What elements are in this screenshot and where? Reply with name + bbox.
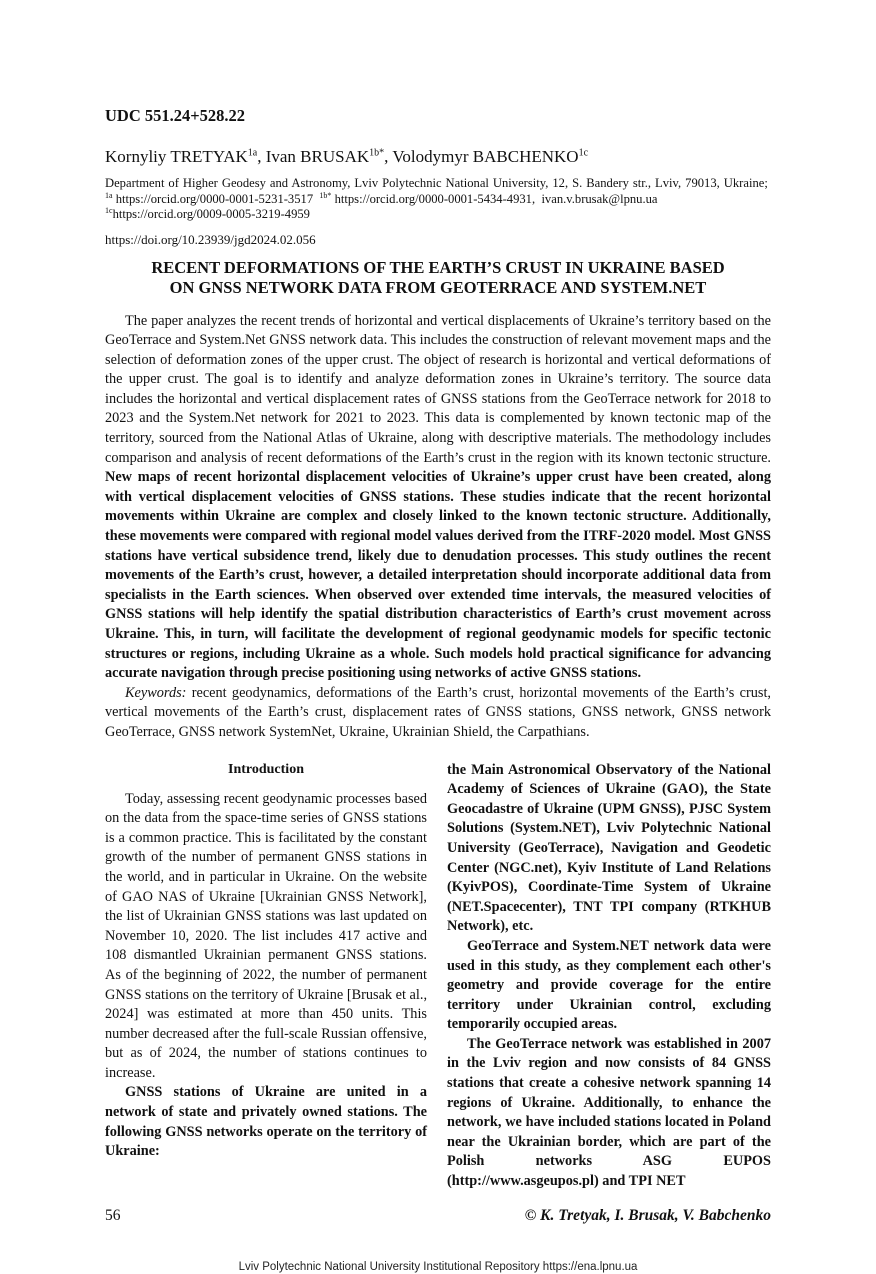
page-footer — [105, 1206, 771, 1226]
copyright: © K. Tretyak, I. Brusak, V. Babchenko — [524, 1206, 771, 1224]
paragraph: the Main Astronomical Observatory of the National Academy of Sciences of Ukraine (GAO), the State Geocadastre of Ukraine (UPM GNSS), PJSC System Solutions (System.NET), Lviv Polytechnic National University (GeoTerrace), Navigation and Geodetic Center (NGC.net), Kyiv Institute of Land Relations (KyivPOS), Coordinate-Time System of Ukraine (NET.Spacecenter), TNT TPI company (RTKHUB Network), etc. — [447, 761, 771, 935]
paragraph: Today, assessing recent geodynamic processes based on the data from the space-time series of GNSS stations is a common practice. This is facilitated by the constant growth of the number of permanent GNSS stations in the world, and in particular in Ukraine. On the website of GAO NAS of Ukraine [Ukrainian GNSS Network], the list of Ukrainian GNSS stations was last updated on November 10, 2020. The list includes 417 active and 108 dismantled Ukrainian permanent GNSS stations. As of the beginning of 2022, the number of permanent GNSS stations on the territory of Ukraine [Brusak et al., 2024] was estimated at more than 450 units. This number decreased after the full-scale Russian offensive, but as of 2024, the number of stations continues to increase. — [105, 790, 428, 1081]
author-list: Kornyliy $TRETYAK^{1a}$, Ivan $BRUSAK^{1b*}$, Volodymyr $BABCHENKO^{1c}$ — [105, 147, 589, 166]
sup-c: 1c — [105, 205, 113, 215]
paragraph: The GeoTerrace network was established in 2007 in the Lviv region and now consists of 84 GNSS stations that create a cohesive network spanning 14 regions of Ukraine. Additionally, to enhance the network, we have included stations located in Poland near the Ukrainian border, which are part of the Polish networks ASG EUPOS (http://www.asgeupos.pl) and TPI NET — [447, 1035, 771, 1190]
orcid-link-a[interactable]: https://orcid.org/0000-0001-5231-3517 — [115, 191, 314, 206]
sup-b: 1b* — [319, 190, 332, 200]
paper-title — [105, 258, 771, 298]
orcid-link-c[interactable]: https://orcid.org/0009-0005-3219-4959 — [112, 207, 310, 221]
title-line: RECENT DEFORMATIONS OF THE EARTH’S CRUST IN UKRAINE BASED — [151, 257, 725, 277]
section-heading: Introduction — [228, 761, 304, 777]
email-link[interactable]: ivan.v.brusak@lpnu.ua — [541, 191, 658, 206]
abstract-text: The paper analyzes the recent trends of horizontal and vertical displacements of Ukraine’s territory based on the GeoTerrace and System.Net GNSS network data. This includes the construction of relevant movement maps and the selection of deformation zones of the upper crust. The object of research is horizontal and vertical deformations of the upper crust. The goal is to identify and analyze deformation zones in Ukraine’s territory. The source data includes the horizontal and vertical displacement rates of GNSS stations from the GeoTerrace network for 2018 to 2023 and the System.Net network for 2021 to 2023. This data is complemented by known tectonic map of the territory, sourced from the National Atlas of Ukraine, along with descriptive materials. The methodology includes comparison and analysis of recent deformations of the Earth’s crust in the region with its known tectonic structure. — [105, 312, 771, 466]
abstract — [105, 312, 771, 743]
abstract-bold-text: New maps of recent horizontal displacement velocities of Ukraine’s upper crust have been created, along with vertical displacement velocities of GNSS stations. These studies indicate that the recent horizontal movements within Ukraine are complex and closely linked to the known tectonic structure. Additionally, these movements were compared with regional model values derived from the ITRF-2020 model. Most GNSS stations have vertical subsidence trend, likely due to denudation processes. This study outlines the recent movements of the Earth’s crust, however, a detailed interpretation should incorporate additional data from specialists in the Earth sciences. When observed over extended time intervals, the measured velocities of GNSS stations will help identify the spatial distribution characteristics of Earth’s crust movement across Ukraine. This, in turn, will facilitate the development of regional geodynamic models for specific tectonic structures or regions, including Ukraine as a whole. Such models hold practical significance for advancing accurate navigation through precise positioning using networks of active GNSS stations. — [105, 469, 771, 682]
author-sup: 1a — [247, 147, 258, 159]
right-column — [447, 761, 771, 1192]
doi-link[interactable]: https://doi.org/10.23939/jgd2024.02.056 — [105, 231, 316, 247]
title-line: ON GNSS NETWORK DATA FROM GEOTERRACE AND SYSTEM.NET — [169, 277, 707, 297]
author-sup: 1c — [578, 147, 589, 159]
affiliation — [105, 176, 771, 223]
abstract-paragraph — [105, 312, 771, 684]
body-columns — [105, 761, 771, 1192]
author-name: Ivan BRUSAK — [265, 147, 370, 166]
udc-code: UDC 551.24+528.22 — [105, 106, 246, 125]
keywords-label: Keywords: — [125, 684, 187, 701]
sup-a: 1a — [105, 190, 113, 200]
author-name: Volodymyr BABCHENKO — [392, 147, 579, 166]
orcid-link-b[interactable]: https://orcid.org/0000-0001-5434-4931, — [334, 191, 536, 206]
keywords — [105, 684, 771, 743]
department: Department of Higher Geodesy and Astronomy, Lviv Polytechnic National University, 12, S. Bandery str., Lviv, 79013, Ukraine; — [105, 176, 768, 190]
repository-footer: Lviv Polytechnic National University Institutional Repository https://ena.lpnu.ua — [238, 1260, 638, 1273]
author-name: Kornyliy TRETYAK — [105, 147, 248, 166]
page-number: 56 — [105, 1206, 121, 1224]
keywords-text: recent geodynamics, deformations of the Earth’s crust, horizontal movements of the Earth’s crust, vertical movements of the Earth’s crust, displacement rates of GNSS stations, GNSS network, GNSS network GeoTerrace, GNSS network SystemNet, Ukraine, Ukrainian Shield, the Carpathians. — [105, 684, 771, 740]
author-sup: 1b* — [369, 147, 385, 159]
left-column — [105, 761, 427, 1162]
paragraph: GNSS stations of Ukraine are united in a network of state and privately owned stations. The following GNSS networks operate on the territory of Ukraine: — [105, 1084, 427, 1160]
paragraph: GeoTerrace and System.NET network data were used in this study, as they complement each other's geometry and provide coverage for the entire territory under Ukrainian control, excluding temporarily occupied areas. — [447, 937, 771, 1033]
